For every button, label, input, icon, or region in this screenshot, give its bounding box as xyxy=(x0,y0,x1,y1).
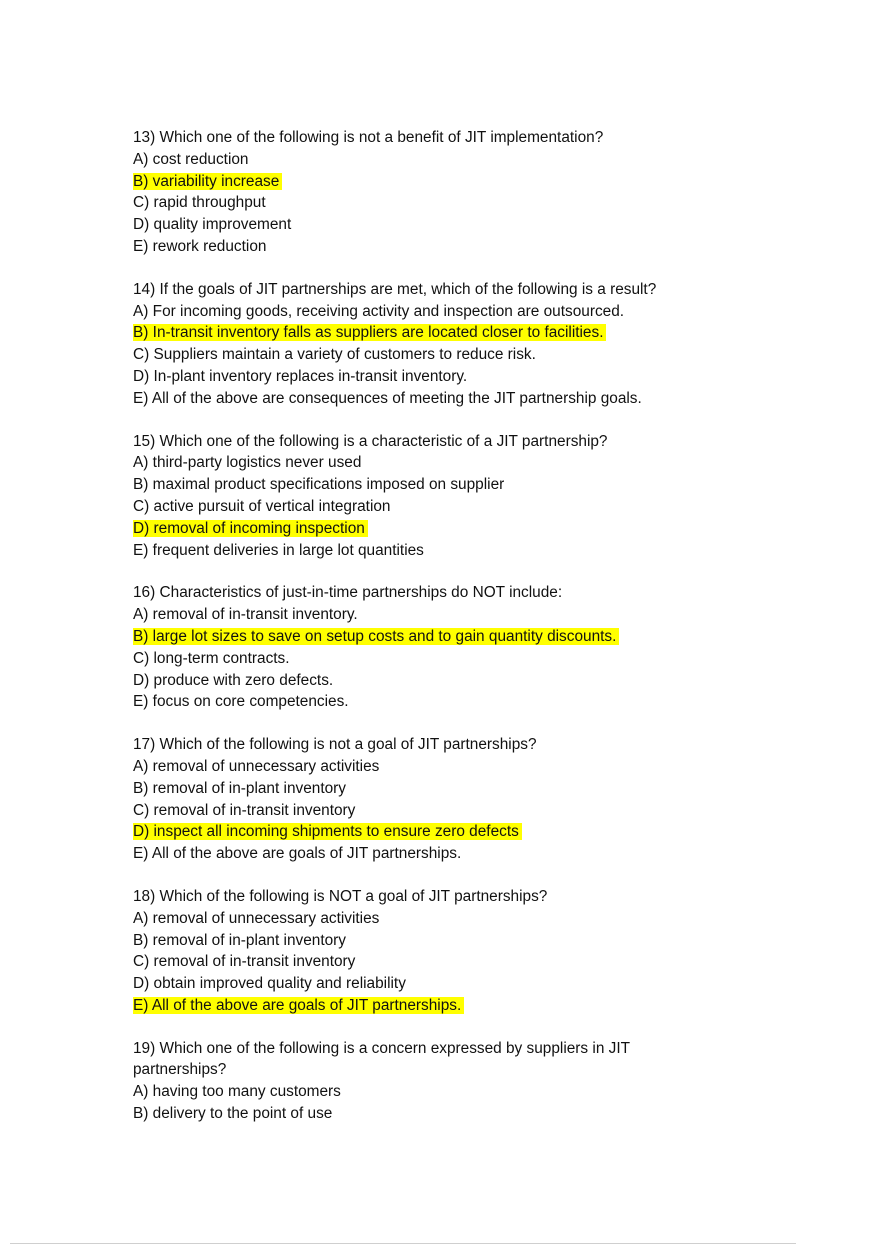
answer-option: C) removal of in-transit inventory xyxy=(133,953,356,971)
question-14 xyxy=(133,279,833,410)
answer-option: A) third-party logistics never used xyxy=(133,454,362,472)
question-13 xyxy=(133,127,833,258)
question-stem: 13) Which one of the following is not a benefit of JIT implementation? xyxy=(133,129,604,146)
highlighted-answer-option: D) inspect all incoming shipments to ensure zero defects xyxy=(133,823,522,840)
answer-option: B) removal of in-plant inventory xyxy=(133,931,346,949)
answer-option: A) removal of unnecessary activities xyxy=(133,909,380,927)
question-stem: 17) Which of the following is not a goal of JIT partnerships? xyxy=(133,736,537,754)
answer-option: E) frequent deliveries in large lot quantities xyxy=(133,541,424,559)
page-bottom-rule xyxy=(10,1243,796,1244)
question-stem: 16) Characteristics of just-in-time partnerships do NOT include: xyxy=(133,584,563,602)
answer-option: E) focus on core competencies. xyxy=(133,693,349,711)
answer-option: C) Suppliers maintain a variety of customers to reduce risk. xyxy=(133,346,536,364)
answer-option: C) removal of in-transit inventory xyxy=(133,801,356,819)
question-18 xyxy=(133,886,833,1017)
highlighted-answer-option: D) removal of incoming inspection xyxy=(133,520,368,537)
answer-option: A) removal of unnecessary activities xyxy=(133,757,380,775)
answer-option: B) delivery to the point of use xyxy=(133,1105,333,1123)
answer-option: C) rapid throughput xyxy=(133,194,266,212)
highlighted-answer-option: E) All of the above are goals of JIT partnerships. xyxy=(133,997,464,1014)
highlighted-answer-option: B) variability increase xyxy=(133,173,282,190)
answer-option: B) maximal product specifications imposed on supplier xyxy=(133,476,505,494)
answer-option: C) active pursuit of vertical integration xyxy=(133,497,391,515)
question-15 xyxy=(133,431,833,562)
answer-option: D) produce with zero defects. xyxy=(133,671,334,689)
answer-option: A) cost reduction xyxy=(133,150,249,168)
question-19 xyxy=(133,1038,833,1125)
answer-option: A) For incoming goods, receiving activity and inspection are outsourced. xyxy=(133,302,625,320)
answer-option: E) All of the above are goals of JIT partnerships. xyxy=(133,845,462,863)
answer-option: D) obtain improved quality and reliability xyxy=(133,975,406,993)
highlighted-answer-option: B) In-transit inventory falls as suppliers are located closer to facilities. xyxy=(133,324,606,341)
question-stem: 18) Which of the following is NOT a goal of JIT partnerships? xyxy=(133,887,548,905)
question-stem: 19) Which one of the following is a concern expressed by suppliers in JIT partnerships? xyxy=(133,1039,630,1079)
question-16 xyxy=(133,582,833,713)
answer-option: E) rework reduction xyxy=(133,237,267,255)
answer-option: D) In-plant inventory replaces in-transit inventory. xyxy=(133,367,468,385)
answer-option: A) removal of in-transit inventory. xyxy=(133,606,358,624)
highlighted-answer-option: B) large lot sizes to save on setup costs and to gain quantity discounts. xyxy=(133,628,619,645)
answer-option: D) quality improvement xyxy=(133,216,292,234)
answer-option: A) having too many customers xyxy=(133,1083,341,1101)
question-stem: 14) If the goals of JIT partnerships are met, which of the following is a result? xyxy=(133,280,657,298)
question-17 xyxy=(133,734,833,865)
answer-option: B) removal of in-plant inventory xyxy=(133,779,346,797)
question-list xyxy=(133,127,833,1146)
question-stem: 15) Which one of the following is a characteristic of a JIT partnership? xyxy=(133,432,608,450)
answer-option: E) All of the above are consequences of meeting the JIT partnership goals. xyxy=(133,389,642,407)
answer-option: C) long-term contracts. xyxy=(133,649,290,667)
